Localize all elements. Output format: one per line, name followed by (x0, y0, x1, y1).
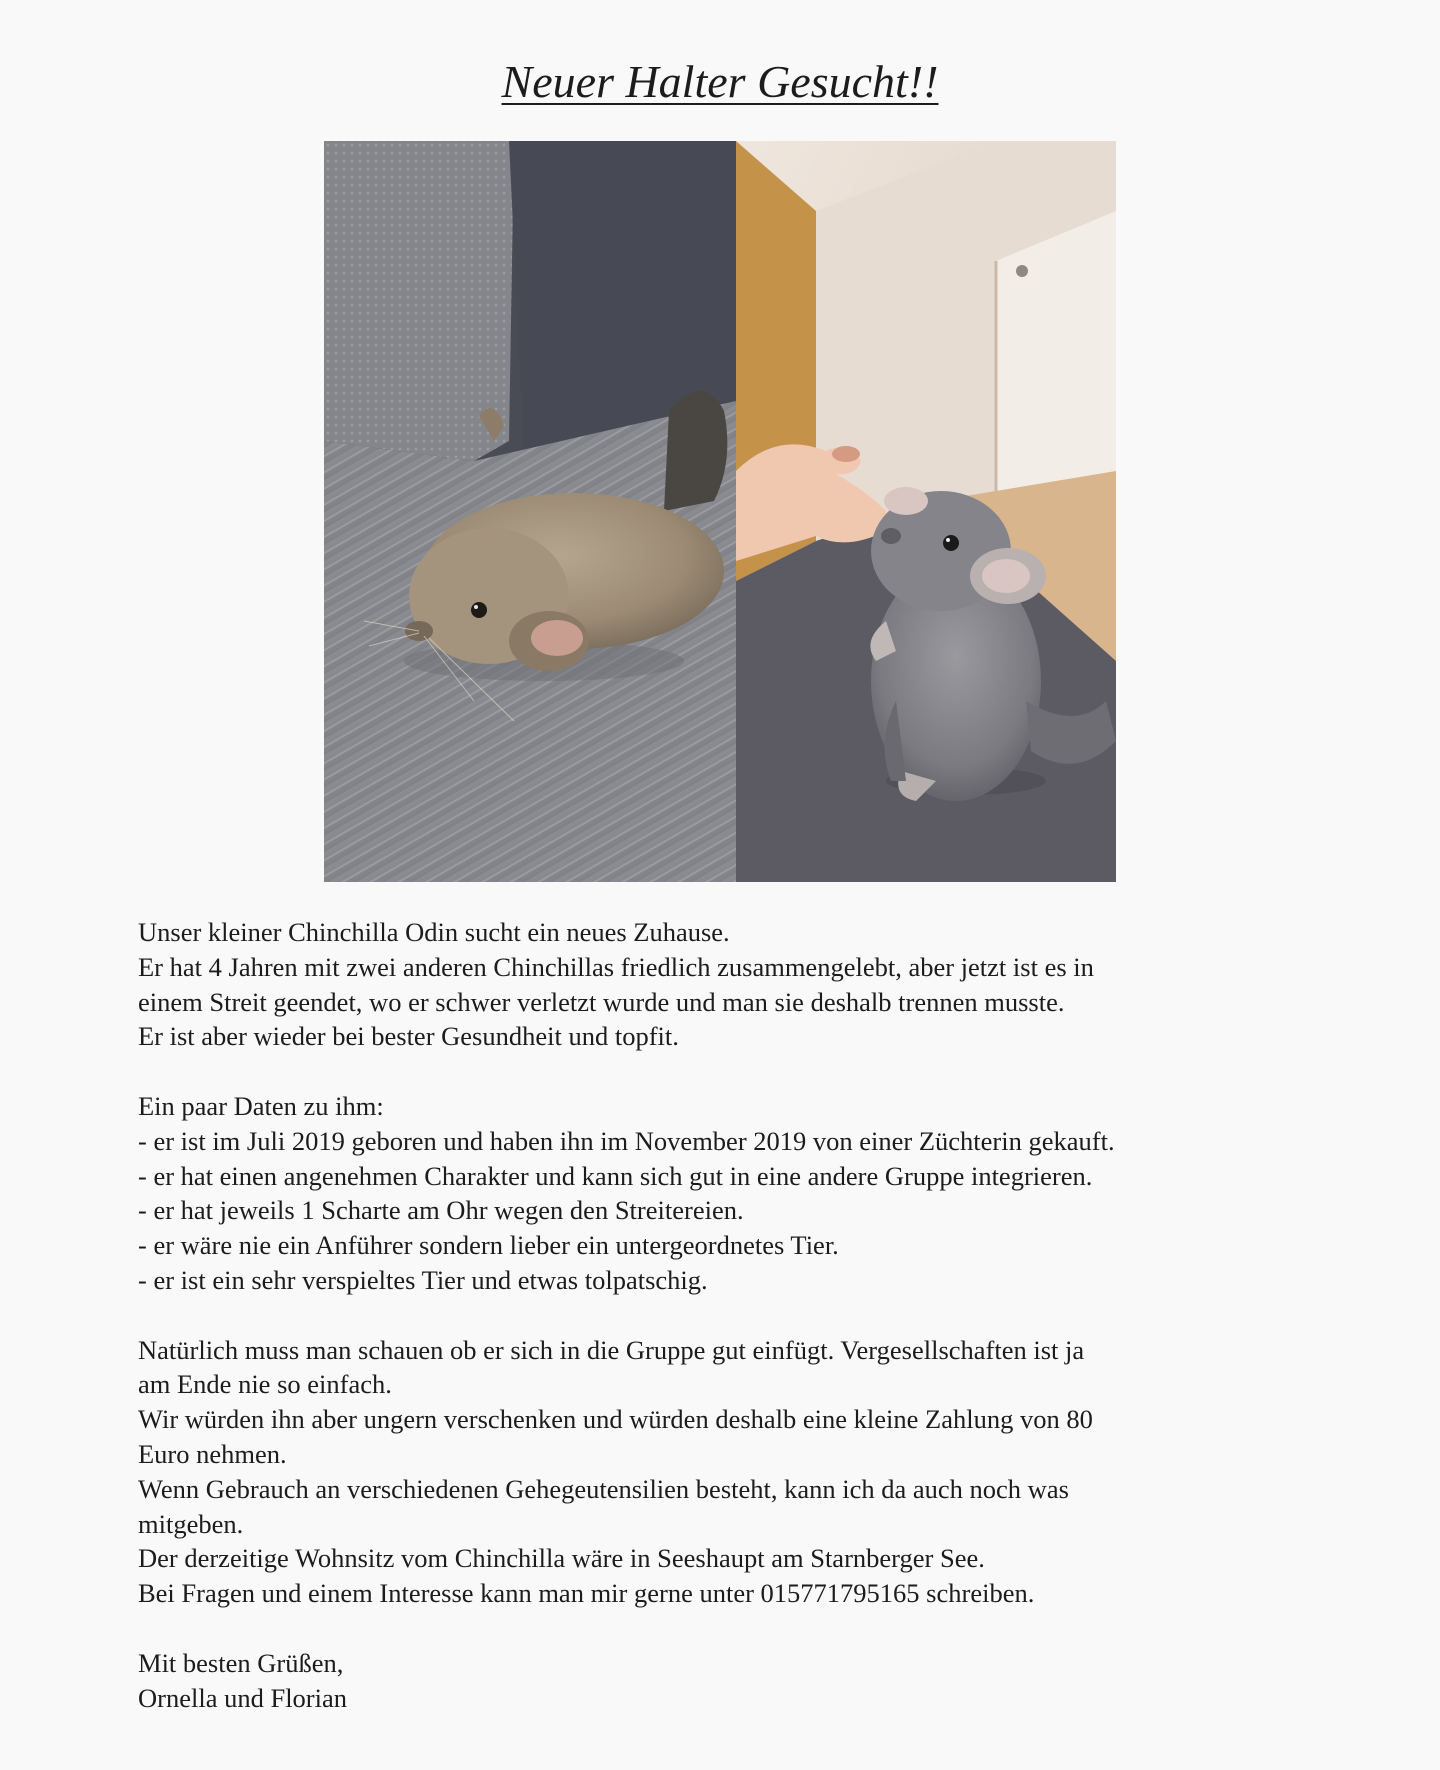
chinchilla-photo-left (324, 141, 736, 882)
detail-item: - er ist im Juli 2019 geboren und haben ihn im November 2019 von einer Züchterin gekauft. (138, 1125, 1115, 1156)
intro-line: einem Streit geendet, wo er schwer verletzt wurde und man sie deshalb trennen musste. (138, 986, 1065, 1017)
intro-line: Er hat 4 Jahren mit zwei anderen Chinchillas friedlich zusammengelebt, aber jetzt ist es in (138, 951, 1094, 982)
detail-item: - er wäre nie ein Anführer sondern lieber ein untergeordnetes Tier. (138, 1230, 839, 1261)
page-title (0, 52, 1440, 112)
chinchilla-standing-image (736, 141, 1116, 882)
listing-text (138, 915, 1318, 1715)
paragraph-gap (138, 1054, 1318, 1089)
detail-item: - er hat einen angenehmen Charakter und kann sich gut in eine andere Gruppe integrieren. (138, 1160, 1093, 1191)
closing-line: Wir würden ihn aber ungern verschenken und würden deshalb eine kleine Zahlung von 80 (138, 1404, 1093, 1435)
chinchilla-photo-right (736, 141, 1116, 882)
signoff-names: Ornella und Florian (138, 1682, 348, 1713)
paragraph-gap (138, 1298, 1318, 1333)
closing-line: Euro nehmen. (138, 1438, 287, 1469)
details-heading: Ein paar Daten zu ihm: (138, 1090, 384, 1121)
signoff-greeting: Mit besten Grüßen, (138, 1647, 344, 1678)
chinchilla-lying-image (324, 141, 736, 882)
closing-line: am Ende nie so einfach. (138, 1369, 392, 1400)
intro-line: Er ist aber wieder bei bester Gesundheit und topfit. (138, 1021, 679, 1052)
detail-item: - er ist ein sehr verspieltes Tier und etwas tolpatschig. (138, 1264, 708, 1295)
photo-collage (324, 141, 1116, 882)
detail-item: - er hat jeweils 1 Scharte am Ohr wegen den Streitereien. (138, 1195, 744, 1226)
paragraph-gap (138, 1611, 1318, 1646)
closing-line: Natürlich muss man schauen ob er sich in die Gruppe gut einfügt. Vergesellschaften ist ja (138, 1334, 1085, 1365)
closing-line: Wenn Gebrauch an verschiedenen Gehegeutensilien besteht, kann ich da auch noch was (138, 1473, 1069, 1504)
intro-line: Unser kleiner Chinchilla Odin sucht ein neues Zuhause. (138, 917, 730, 947)
title-text: Neuer Halter Gesucht!! (501, 56, 939, 107)
closing-line: mitgeben. (138, 1508, 244, 1539)
closing-line: Der derzeitige Wohnsitz vom Chinchilla wäre in Seeshaupt am Starnberger See. (138, 1543, 985, 1574)
contact-line: Bei Fragen und einem Interesse kann man mir gerne unter 015771795165 schreiben. (138, 1578, 1035, 1609)
